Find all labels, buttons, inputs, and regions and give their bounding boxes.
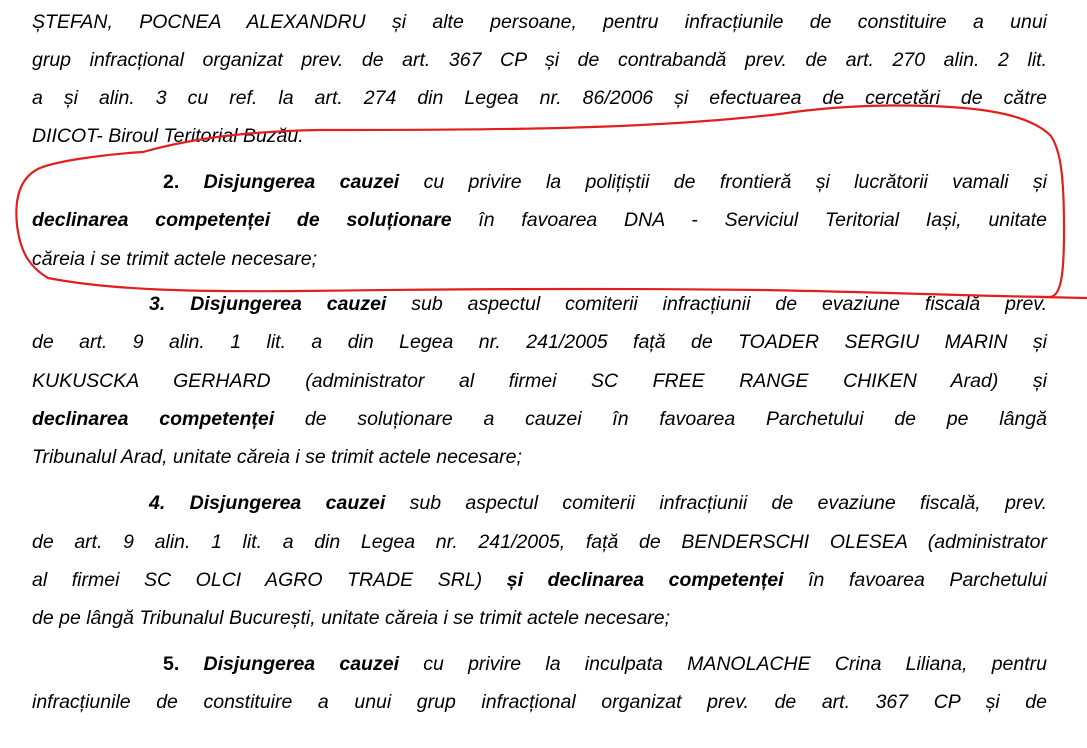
text-line: declinarea competenței de soluționare a cauzei în favoarea Parchetului de pe lângă [32,408,1047,430]
text-line: Tribunalul Arad, unitate căreia i se trimit actele necesare; [32,446,522,468]
text-line: infracțiunile de constituire a unui grup infracțional organizat prev. de art. 367 CP și de [32,691,1047,713]
item-5-line: 5. Disjungerea cauzei cu privire la inculpata MANOLACHE Crina Liliana, pentru [163,653,1048,675]
text-line: declinarea competenței de soluționare în favoarea DNA - Serviciul Teritorial Iași, unitate [32,209,1047,231]
text-line: de art. 9 alin. 1 lit. a din Legea nr. 241/2005 față de TOADER SERGIU MARIN și [32,331,1047,353]
item-4-line: 4. Disjungerea cauzei sub aspectul comiterii infracțiunii de evaziune fiscală, prev. [149,492,1047,514]
text-line: de art. 9 alin. 1 lit. a din Legea nr. 241/2005, față de BENDERSCHI OLESEA (administrator [32,531,1047,553]
annotation-tail-stroke [1040,297,1087,298]
text-line: grup infracțional organizat prev. de art. 367 CP și de contrabandă prev. de art. 270 alin. 2 lit. [32,49,1047,71]
text-line: al firmei SC OLCI AGRO TRADE SRL) și declinarea competenței în favoarea Parchetului [32,569,1047,591]
text-line: DIICOT- Biroul Teritorial Buzău. [32,125,304,147]
text-line: a și alin. 3 cu ref. la art. 274 din Legea nr. 86/2006 și efectuarea de cercetări de către [32,87,1047,109]
text-line: KUKUSCKA GERHARD (administrator al firmei SC FREE RANGE CHIKEN Arad) și [32,370,1047,392]
text-line: de pe lângă Tribunalul București, unitate căreia i se trimit actele necesare; [32,607,671,629]
text-line: căreia i se trimit actele necesare; [32,248,318,270]
text-line: ȘTEFAN, POCNEA ALEXANDRU și alte persoane, pentru infracțiunile de constituire a unui [32,11,1047,33]
item-3-line: 3. Disjungerea cauzei sub aspectul comiterii infracțiunii de evaziune fiscală prev. [149,293,1048,315]
item-2-line: 2. Disjungerea cauzei cu privire la polițiștii de frontieră și lucrătorii vamali și [163,171,1047,193]
